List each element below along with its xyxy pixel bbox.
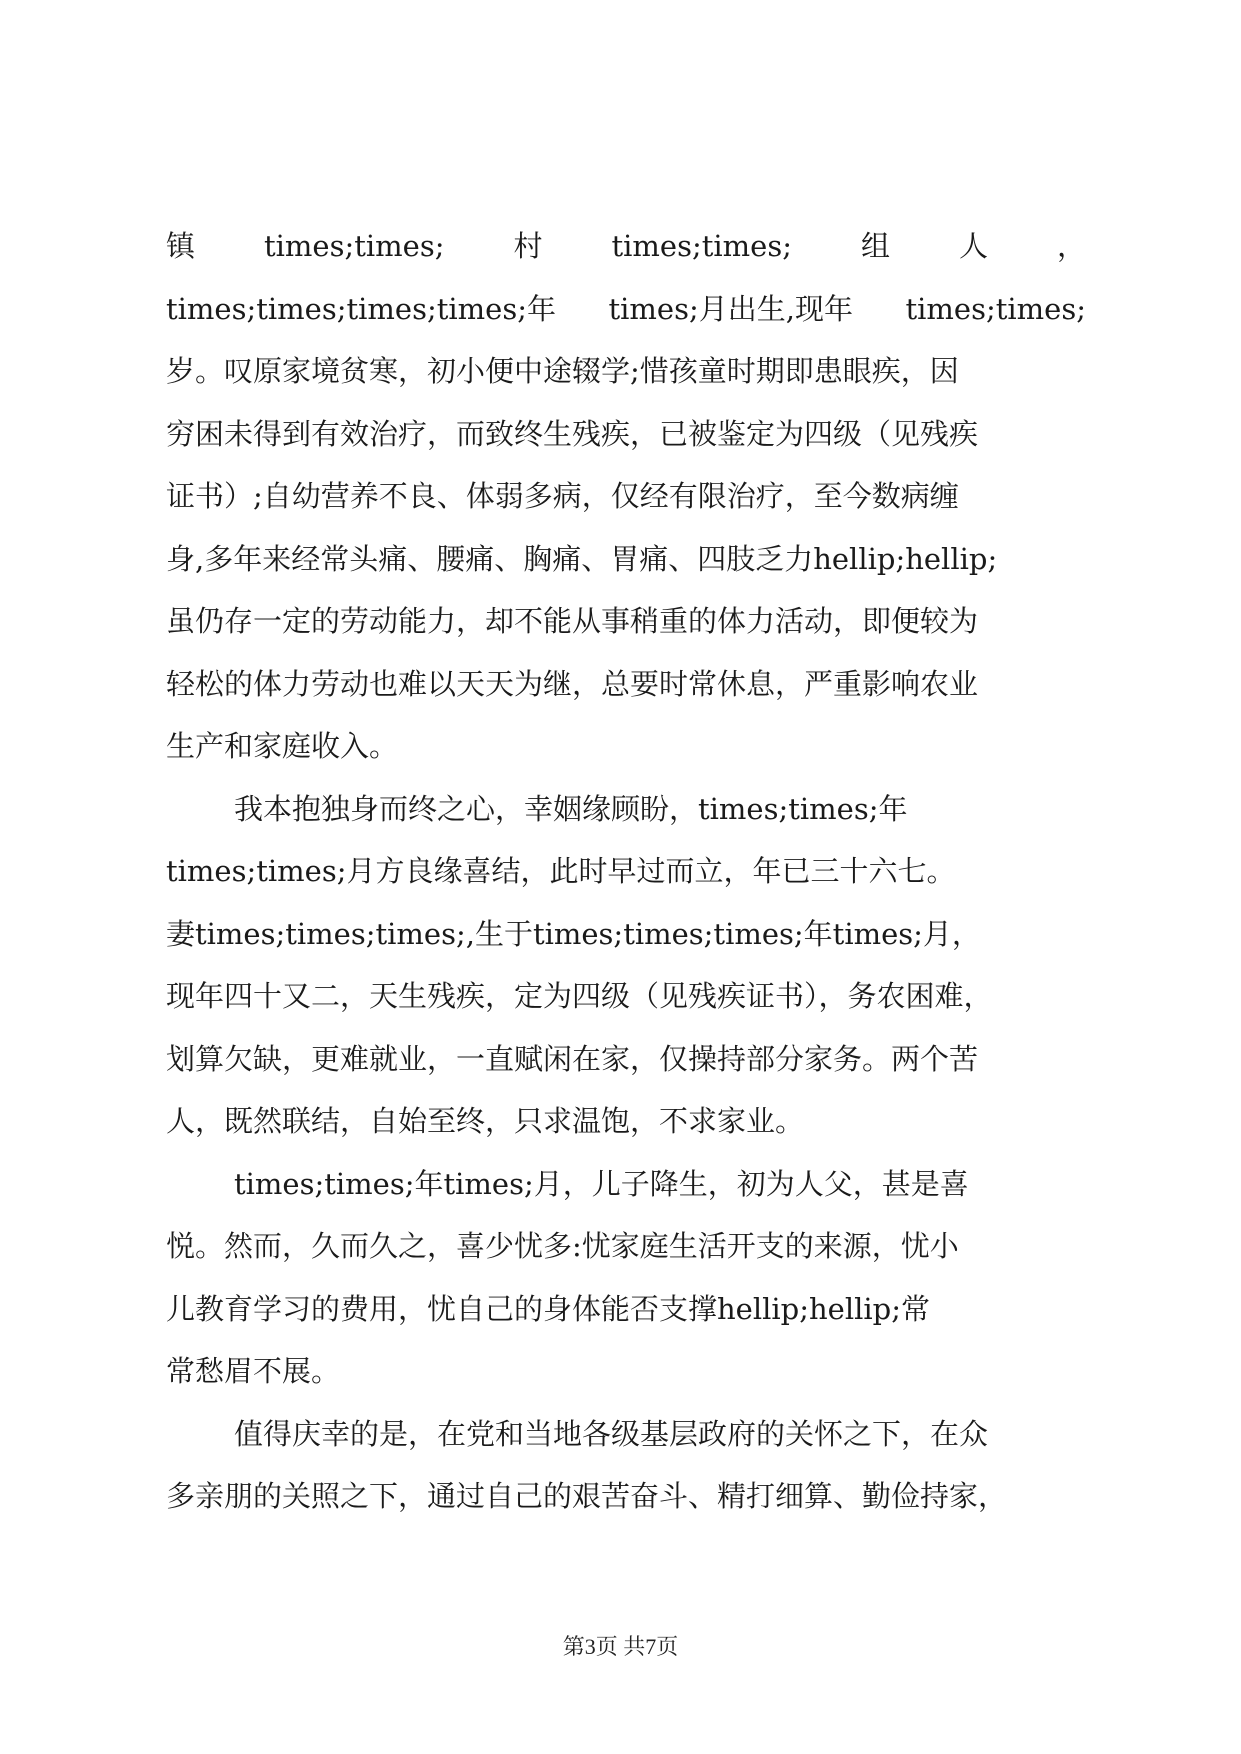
text-fragment: 身,多年来经常头痛、腰痛、胸痛、胃痛、四肢乏力hellip;hellip; bbox=[166, 541, 998, 576]
text-fragment: 镇 bbox=[166, 229, 196, 263]
text-line bbox=[166, 478, 1086, 541]
text-fragment: 值得庆幸的是，在党和当地各级基层政府的关怀之下，在众 bbox=[234, 1416, 989, 1451]
text-line bbox=[166, 1291, 1086, 1354]
text-fragment: 常愁眉不展。 bbox=[166, 1354, 341, 1388]
body-text bbox=[166, 228, 1086, 1541]
text-fragment: ， bbox=[1056, 229, 1086, 263]
text-fragment: 儿教育学习的费用，忧自己的身体能否支撑hellip;hellip;常 bbox=[166, 1291, 930, 1326]
text-fragment: 妻times;times;times;,生于times;times;times;年times;月， bbox=[166, 916, 981, 951]
text-fragment: 证书）;自幼营养不良、体弱多病，仅经有限治疗，至今数病缠 bbox=[166, 479, 959, 513]
text-line bbox=[166, 1478, 1086, 1541]
text-line bbox=[166, 916, 1086, 979]
text-fragment: 我本抱独身而终之心，幸姻缘顾盼，times;times;年 bbox=[234, 791, 908, 826]
text-line bbox=[166, 1103, 1086, 1166]
paragraph bbox=[166, 1416, 1086, 1541]
text-fragment: times;times; bbox=[264, 229, 445, 263]
text-line bbox=[166, 1353, 1086, 1416]
text-fragment: 组 bbox=[860, 229, 890, 263]
text-fragment: 轻松的体力劳动也难以天天为继，总要时常休息，严重影响农业 bbox=[166, 666, 979, 701]
text-fragment: 人 bbox=[958, 229, 988, 263]
text-fragment: times;times;月方良缘喜结，此时早过而立，年已三十六七。 bbox=[166, 854, 956, 888]
text-line bbox=[166, 728, 1086, 791]
text-fragment: 穷困未得到有效治疗，而致终生残疾，已被鉴定为四级（见残疾 bbox=[166, 416, 979, 451]
text-line bbox=[166, 1041, 1086, 1104]
text-fragment: 生产和家庭收入。 bbox=[166, 729, 399, 763]
paragraph bbox=[166, 791, 1086, 1166]
text-line bbox=[166, 978, 1086, 1041]
text-fragment: times;times;times;times;年 bbox=[166, 291, 556, 326]
text-fragment: 悦。然而，久而久之，喜少忧多:忧家庭生活开支的来源，忧小 bbox=[166, 1229, 959, 1263]
text-fragment: times;times; bbox=[611, 229, 792, 263]
text-line bbox=[166, 291, 1086, 354]
text-fragment: 岁。叹原家境贫寒，初小便中途辍学;惜孩童时期即患眼疾，因 bbox=[166, 354, 959, 388]
text-line bbox=[166, 1416, 1086, 1479]
text-line bbox=[166, 603, 1086, 666]
text-fragment: 现年四十又二，天生残疾，定为四级（见残疾证书），务农困难， bbox=[166, 979, 993, 1013]
text-line bbox=[166, 791, 1086, 854]
text-line bbox=[166, 353, 1086, 416]
text-fragment: times;月出生,现年 bbox=[608, 291, 853, 326]
text-line bbox=[166, 1228, 1086, 1291]
text-fragment: 村 bbox=[513, 229, 543, 263]
paragraph bbox=[166, 228, 1086, 791]
text-fragment: times;times; bbox=[905, 291, 1086, 326]
paragraph bbox=[166, 1166, 1086, 1416]
text-line bbox=[166, 541, 1086, 604]
text-line bbox=[166, 666, 1086, 729]
text-fragment: 虽仍存一定的劳动能力，却不能从事稍重的体力活动，即便较为 bbox=[166, 604, 979, 638]
text-line bbox=[166, 416, 1086, 479]
text-line bbox=[166, 228, 1086, 291]
page-footer: 第3页 共7页 bbox=[562, 1634, 679, 1659]
text-line bbox=[166, 1166, 1086, 1229]
text-fragment: 多亲朋的关照之下，通过自己的艰苦奋斗、精打细算、勤俭持家， bbox=[166, 1479, 1008, 1513]
text-fragment: times;times;年times;月，儿子降生，初为人父，甚是喜 bbox=[234, 1166, 969, 1201]
text-line bbox=[166, 853, 1086, 916]
text-fragment: 划算欠缺，更难就业，一直赋闲在家，仅操持部分家务。两个苦 bbox=[166, 1041, 979, 1076]
text-fragment: 人，既然联结，自始至终，只求温饱，不求家业。 bbox=[166, 1104, 805, 1138]
